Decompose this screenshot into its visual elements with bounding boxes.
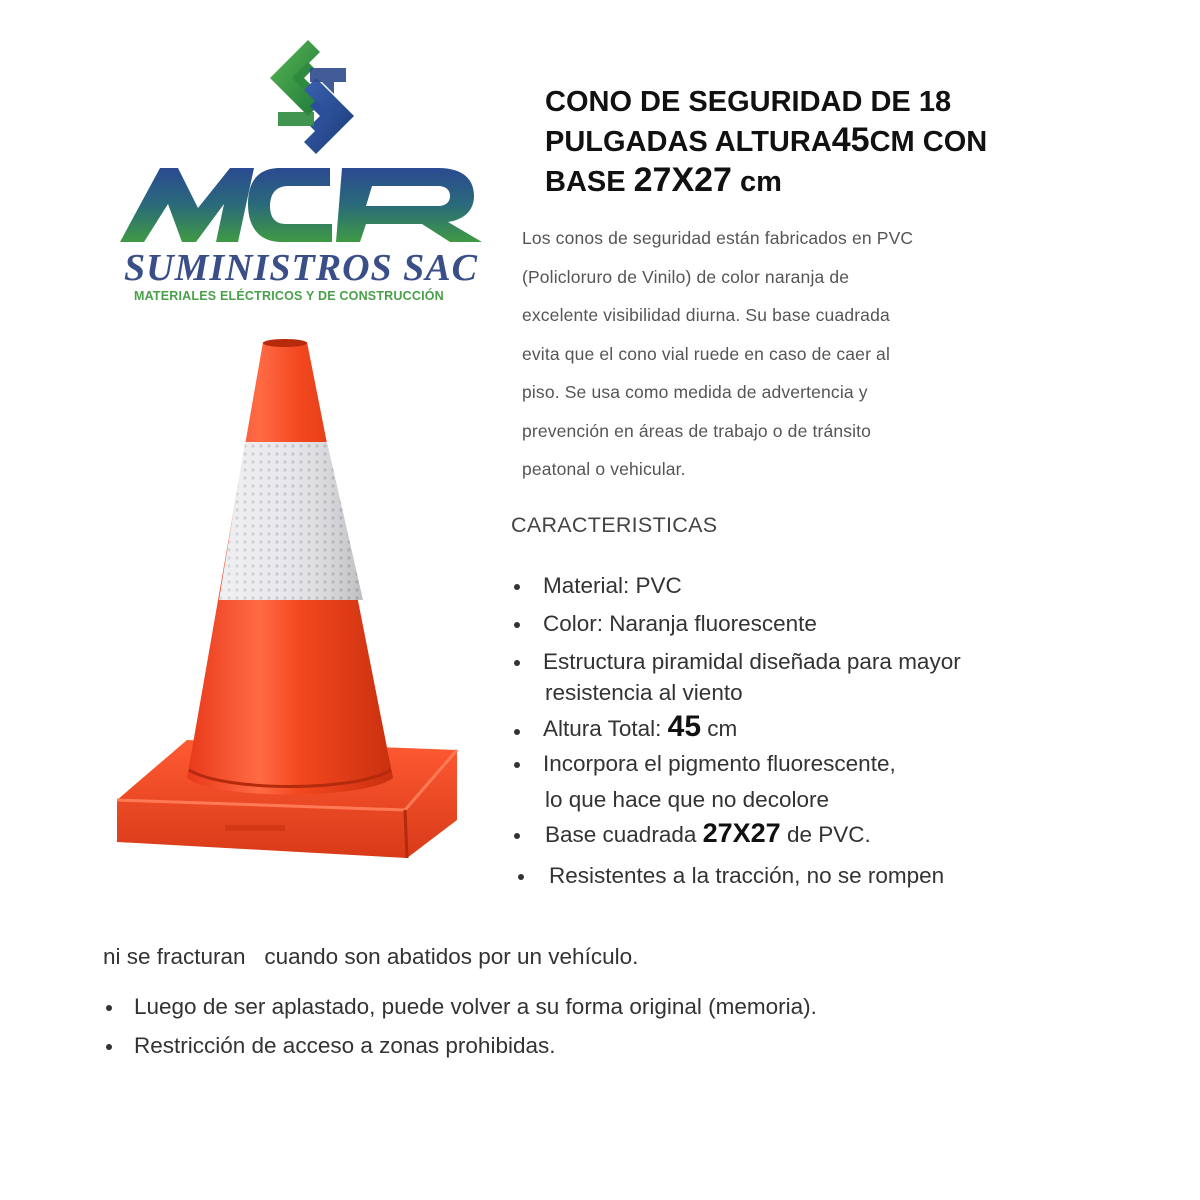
- brand-name: SUMINISTROS SAC: [124, 247, 478, 289]
- logo-icon: [250, 38, 374, 156]
- feature-memory: Luego de ser aplastado, puede volver a su forma original (memoria).: [134, 992, 817, 1022]
- feature-base: Base cuadrada 27X27 de PVC.: [545, 818, 871, 850]
- feature-pigment: Incorpora el pigmento fluorescente,: [543, 749, 896, 779]
- feature-resistance: Resistentes a la tracción, no se rompen: [549, 861, 944, 891]
- feature-pigment-cont: lo que hace que no decolore: [545, 787, 829, 812]
- feature-height: Altura Total: 45 cm: [543, 712, 737, 744]
- feature-material: Material: PVC: [543, 571, 682, 601]
- features-heading: CARACTERISTICAS: [511, 513, 718, 537]
- product-description: Los conos de seguridad están fabricados en PVC (Policloruro de Vinilo) de color naranja de excelente visibilidad diurna. Su base cuadrada evita que el cono vial ruede en caso de caer al piso. Se usa como medida de advertencia y prevención en áreas de trabajo o de tránsito peatonal o vehicular.: [522, 228, 914, 479]
- feature-resistance-cont: ni se fracturan cuando son abatidos por un vehículo.: [103, 944, 639, 969]
- feature-structure: Estructura piramidal diseñada para mayor: [543, 647, 961, 677]
- traffic-cone-image: [105, 330, 465, 870]
- logo-letters: [120, 160, 490, 260]
- feature-structure-cont: resistencia al viento: [545, 680, 743, 705]
- product-title: CONO DE SEGURIDAD DE 18 PULGADAS ALTURA45CM CON BASE 27X27 cm: [545, 86, 988, 199]
- feature-color: Color: Naranja fluorescente: [543, 609, 817, 639]
- brand-tagline: MATERIALES ELÉCTRICOS Y DE CONSTRUCCIÓN: [134, 289, 444, 303]
- feature-restriction: Restricción de acceso a zonas prohibidas.: [134, 1031, 555, 1061]
